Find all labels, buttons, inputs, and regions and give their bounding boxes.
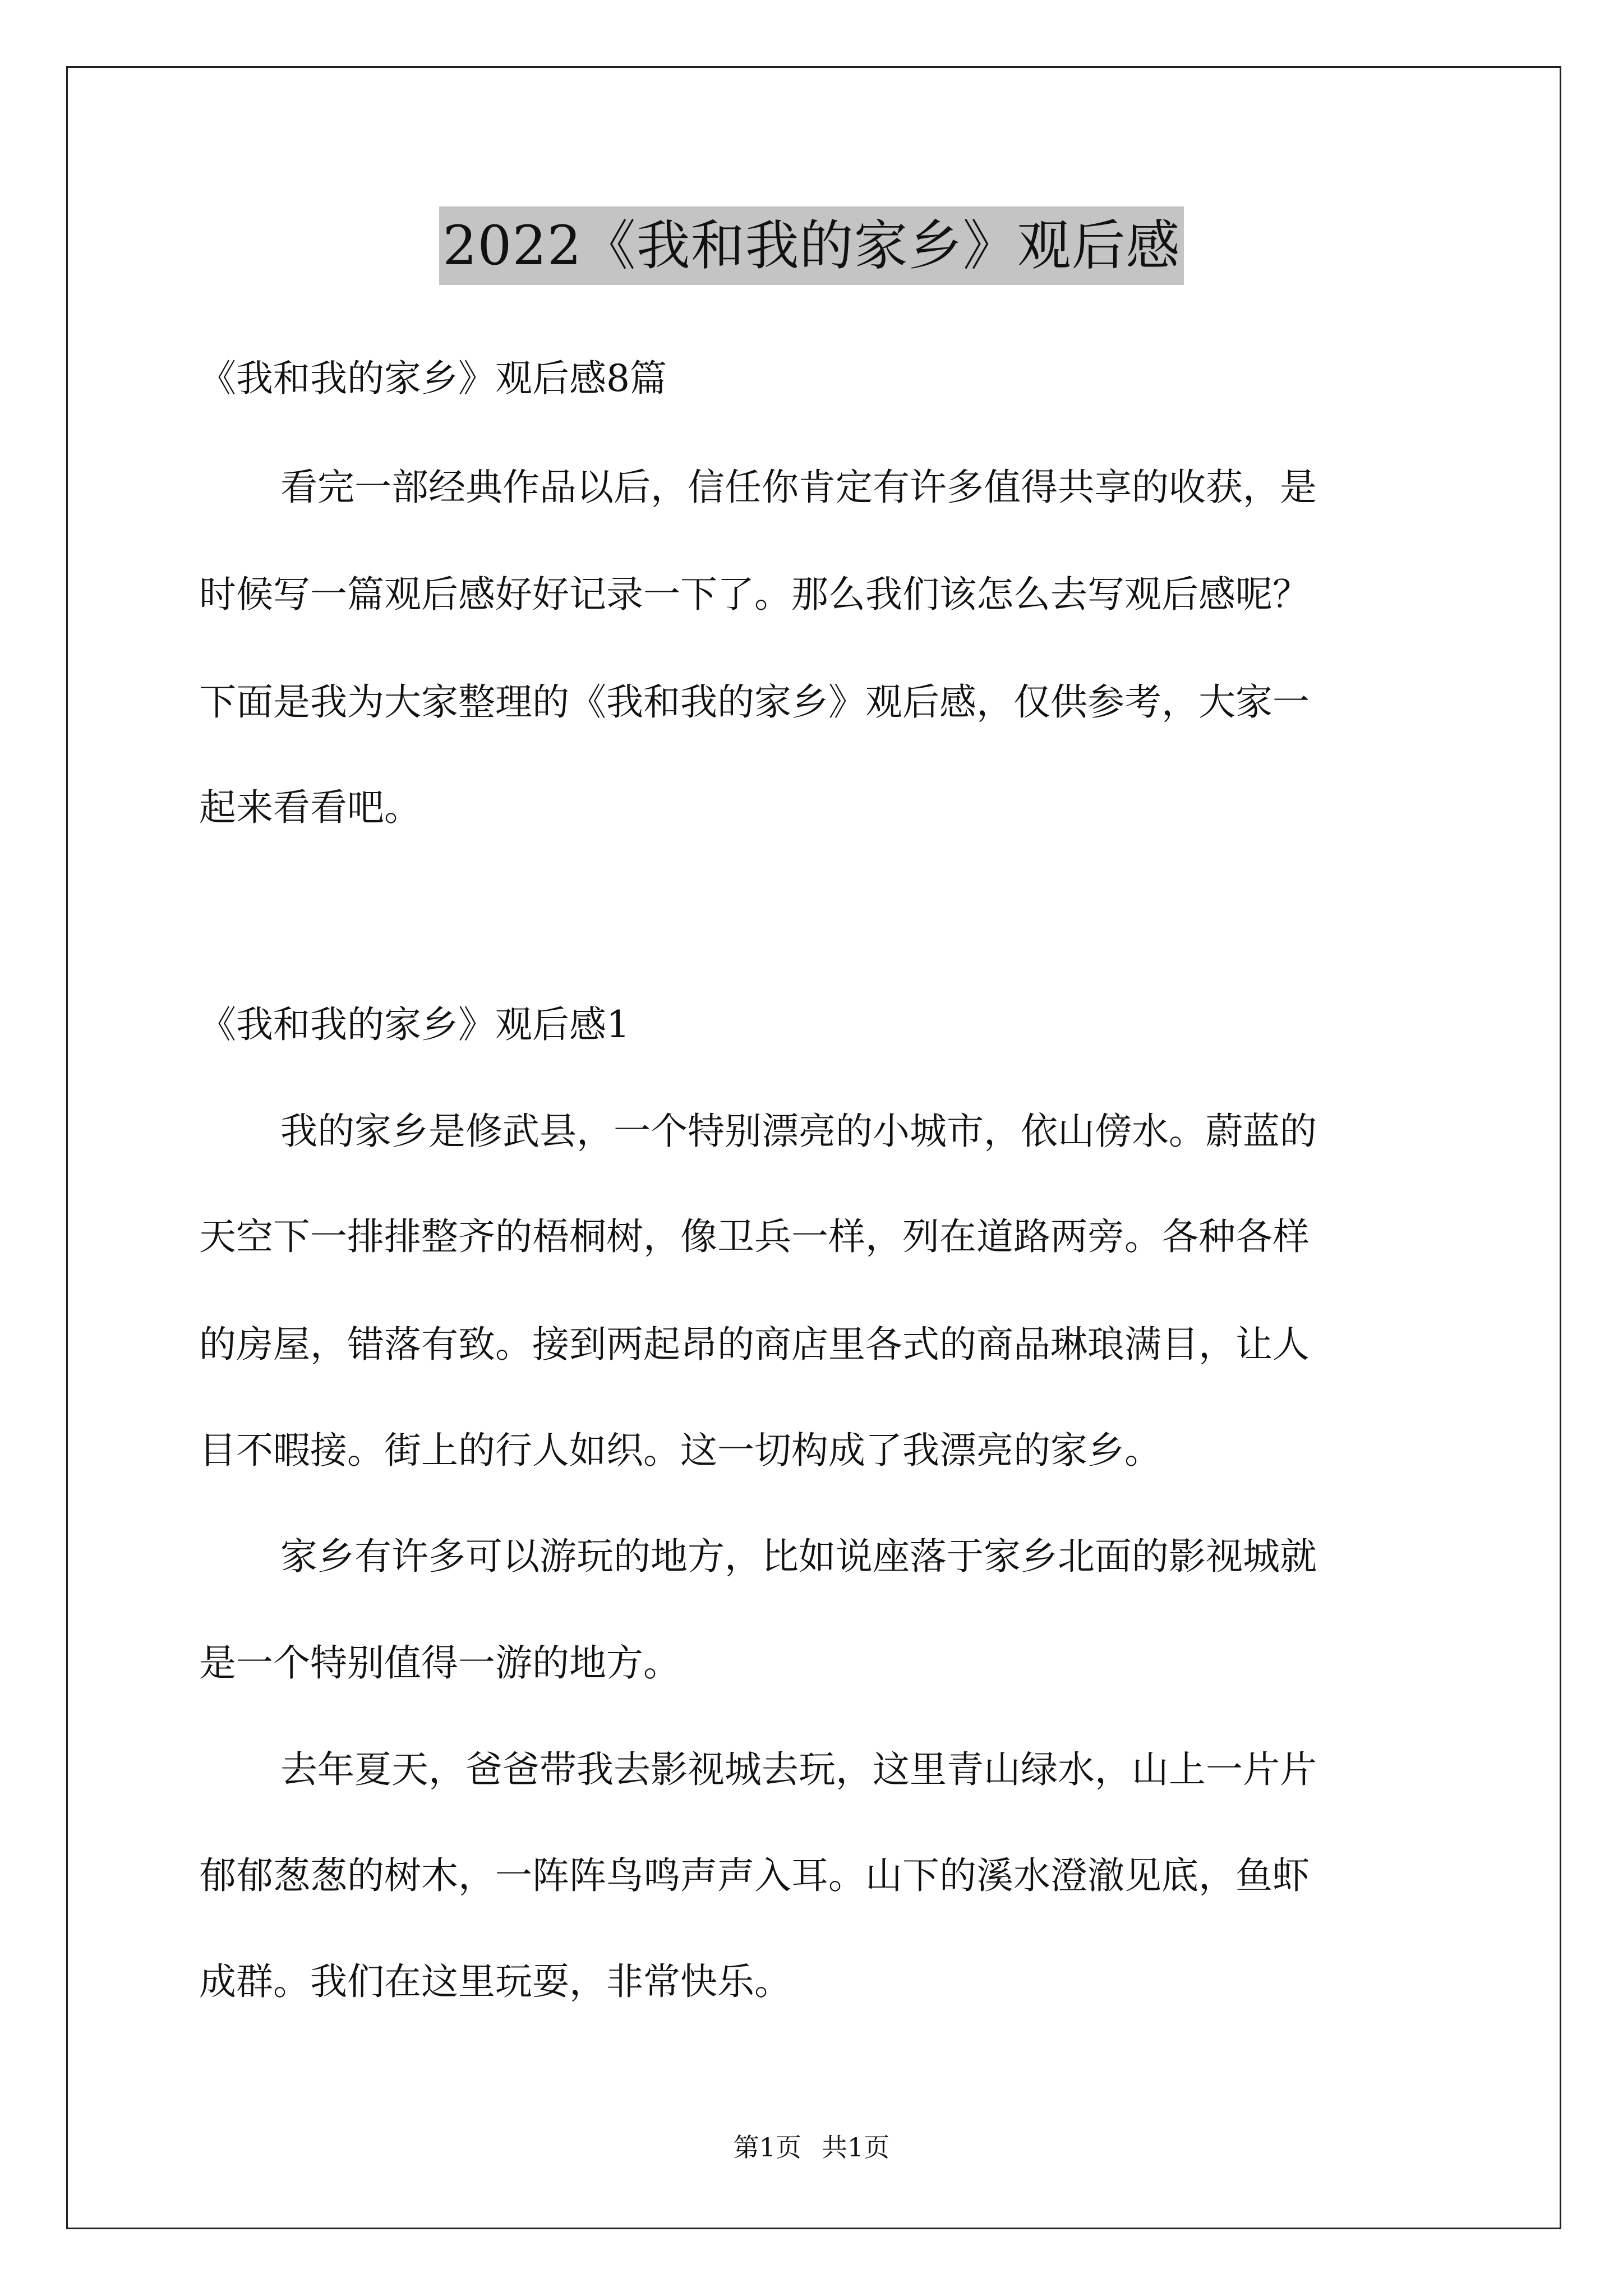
paragraph-line: 我的家乡是修武县，一个特别漂亮的小城市，依山傍水。蔚蓝的 [280,1110,1317,1153]
page-number-current: 第1页 [733,2132,801,2162]
paragraph-line: 天空下一排排整齐的梧桐树，像卫兵一样，列在道路两旁。各种各样 [199,1215,1310,1258]
intro-line: 起来看看吧。 [199,786,421,829]
title-container [0,206,1623,285]
paragraph-line: 去年夏天，爸爸带我去影视城去玩，这里青山绿水，山上一片片 [280,1748,1317,1791]
paragraph-line: 是一个特别值得一游的地方。 [199,1641,680,1685]
intro-line: 看完一部经典作品以后，信任你肯定有许多值得共享的收获，是 [280,466,1317,509]
paragraph-line: 目不暇接。街上的行人如织。这一切构成了我漂亮的家乡。 [199,1429,1161,1472]
section-heading: 《我和我的家乡》观后感1 [199,1003,630,1046]
intro-line: 下面是我为大家整理的《我和我的家乡》观后感，仅供参考，大家一 [199,680,1310,724]
page-number-total: 共1页 [822,2132,890,2162]
paragraph-line: 郁郁葱葱的树木，一阵阵鸟鸣声声入耳。山下的溪水澄澈见底，鱼虾 [199,1854,1310,1897]
document-title: 2022《我和我的家乡》观后感 [439,206,1183,285]
document-subtitle: 《我和我的家乡》观后感8篇 [199,357,667,400]
page-footer [0,2131,1623,2164]
intro-line: 时候写一篇观后感好好记录一下了。那么我们该怎么去写观后感呢？ [199,573,1310,616]
paragraph-line: 的房屋，错落有致。接到两起昂的商店里各式的商品琳琅满目，让人 [199,1323,1310,1366]
paragraph-line: 家乡有许多可以游玩的地方，比如说座落于家乡北面的影视城就 [280,1535,1317,1578]
paragraph-line: 成群。我们在这里玩耍，非常快乐。 [199,1960,791,2003]
